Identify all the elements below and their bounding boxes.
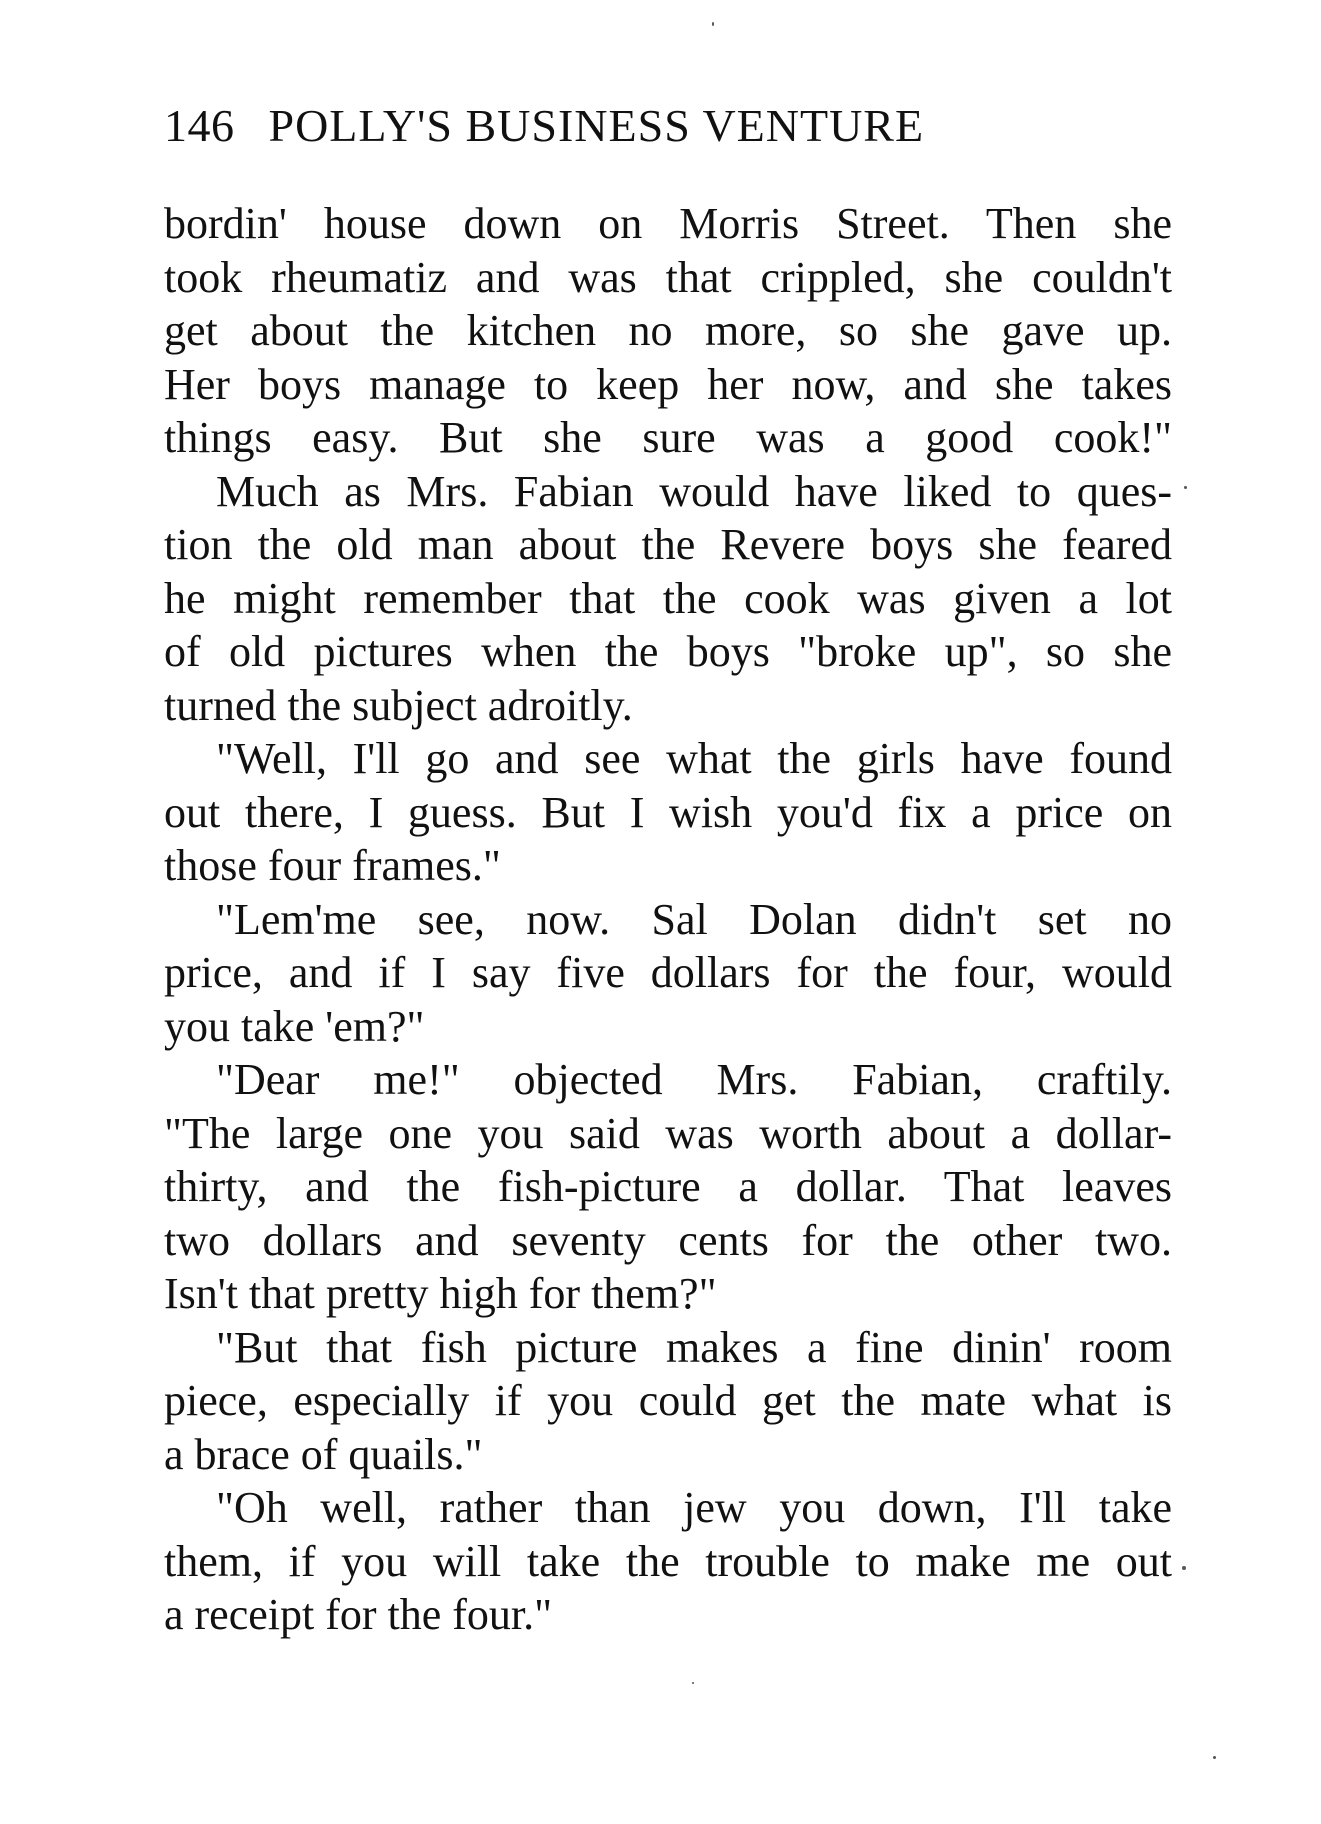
text-line: you take 'em?" bbox=[164, 1001, 425, 1051]
text-line: them, if you will take the trouble to make me out bbox=[164, 1536, 1172, 1586]
text-line: tion the old man about the Revere boys she feared bbox=[164, 520, 1172, 569]
text-line: Much as Mrs. Fabian would have liked to ques- bbox=[216, 466, 1172, 516]
body-text bbox=[164, 197, 1172, 1642]
text-line: "Oh well, rather than jew you down, I'll take bbox=[216, 1483, 1172, 1532]
text-line: "Dear me!" objected Mrs. Fabian, craftily. bbox=[216, 1055, 1172, 1104]
scan-speck bbox=[1213, 1756, 1216, 1759]
scan-speck bbox=[692, 1682, 694, 1684]
text-line: piece, especially if you could get the mate what is bbox=[164, 1376, 1172, 1425]
text-line: turned the subject adroitly. bbox=[164, 680, 633, 730]
book-title: POLLY'S BUSINESS VENTURE bbox=[268, 100, 925, 151]
text-line: a brace of quails." bbox=[164, 1429, 483, 1479]
text-line: took rheumatiz and was that crippled, she couldn't bbox=[164, 252, 1172, 302]
page-number: 146 bbox=[164, 100, 235, 151]
text-line: price, and if I say five dollars for the four, would bbox=[164, 948, 1172, 997]
running-head bbox=[164, 96, 1184, 156]
text-line: he might remember that the cook was given a lot bbox=[164, 573, 1172, 623]
text-line: those four frames." bbox=[164, 841, 501, 890]
text-line: thirty, and the fish-picture a dollar. That leaves bbox=[164, 1162, 1172, 1211]
text-line: two dollars and seventy cents for the other two. bbox=[164, 1215, 1172, 1265]
text-line: out there, I guess. But I wish you'd fix a price on bbox=[164, 787, 1172, 837]
text-line: things easy. But she sure was a good cook!" bbox=[164, 413, 1172, 462]
text-line: of old pictures when the boys "broke up", so she bbox=[164, 627, 1172, 676]
text-line: "But that fish picture makes a fine dinin' room bbox=[216, 1322, 1172, 1372]
text-line: "The large one you said was worth about a dollar- bbox=[164, 1108, 1172, 1158]
scan-speck bbox=[1184, 486, 1187, 489]
text-line: a receipt for the four." bbox=[164, 1590, 553, 1639]
text-line: Her boys manage to keep her now, and she takes bbox=[164, 359, 1172, 409]
scan-speck bbox=[1182, 1566, 1186, 1570]
scan-speck bbox=[712, 22, 714, 26]
text-line: "Well, I'll go and see what the girls have found bbox=[216, 734, 1172, 783]
text-line: get about the kitchen no more, so she gave up. bbox=[164, 306, 1172, 355]
text-line: "Lem'me see, now. Sal Dolan didn't set no bbox=[216, 894, 1172, 944]
text-line: bordin' house down on Morris Street. Then she bbox=[164, 199, 1172, 248]
text-line: Isn't that pretty high for them?" bbox=[164, 1269, 717, 1318]
